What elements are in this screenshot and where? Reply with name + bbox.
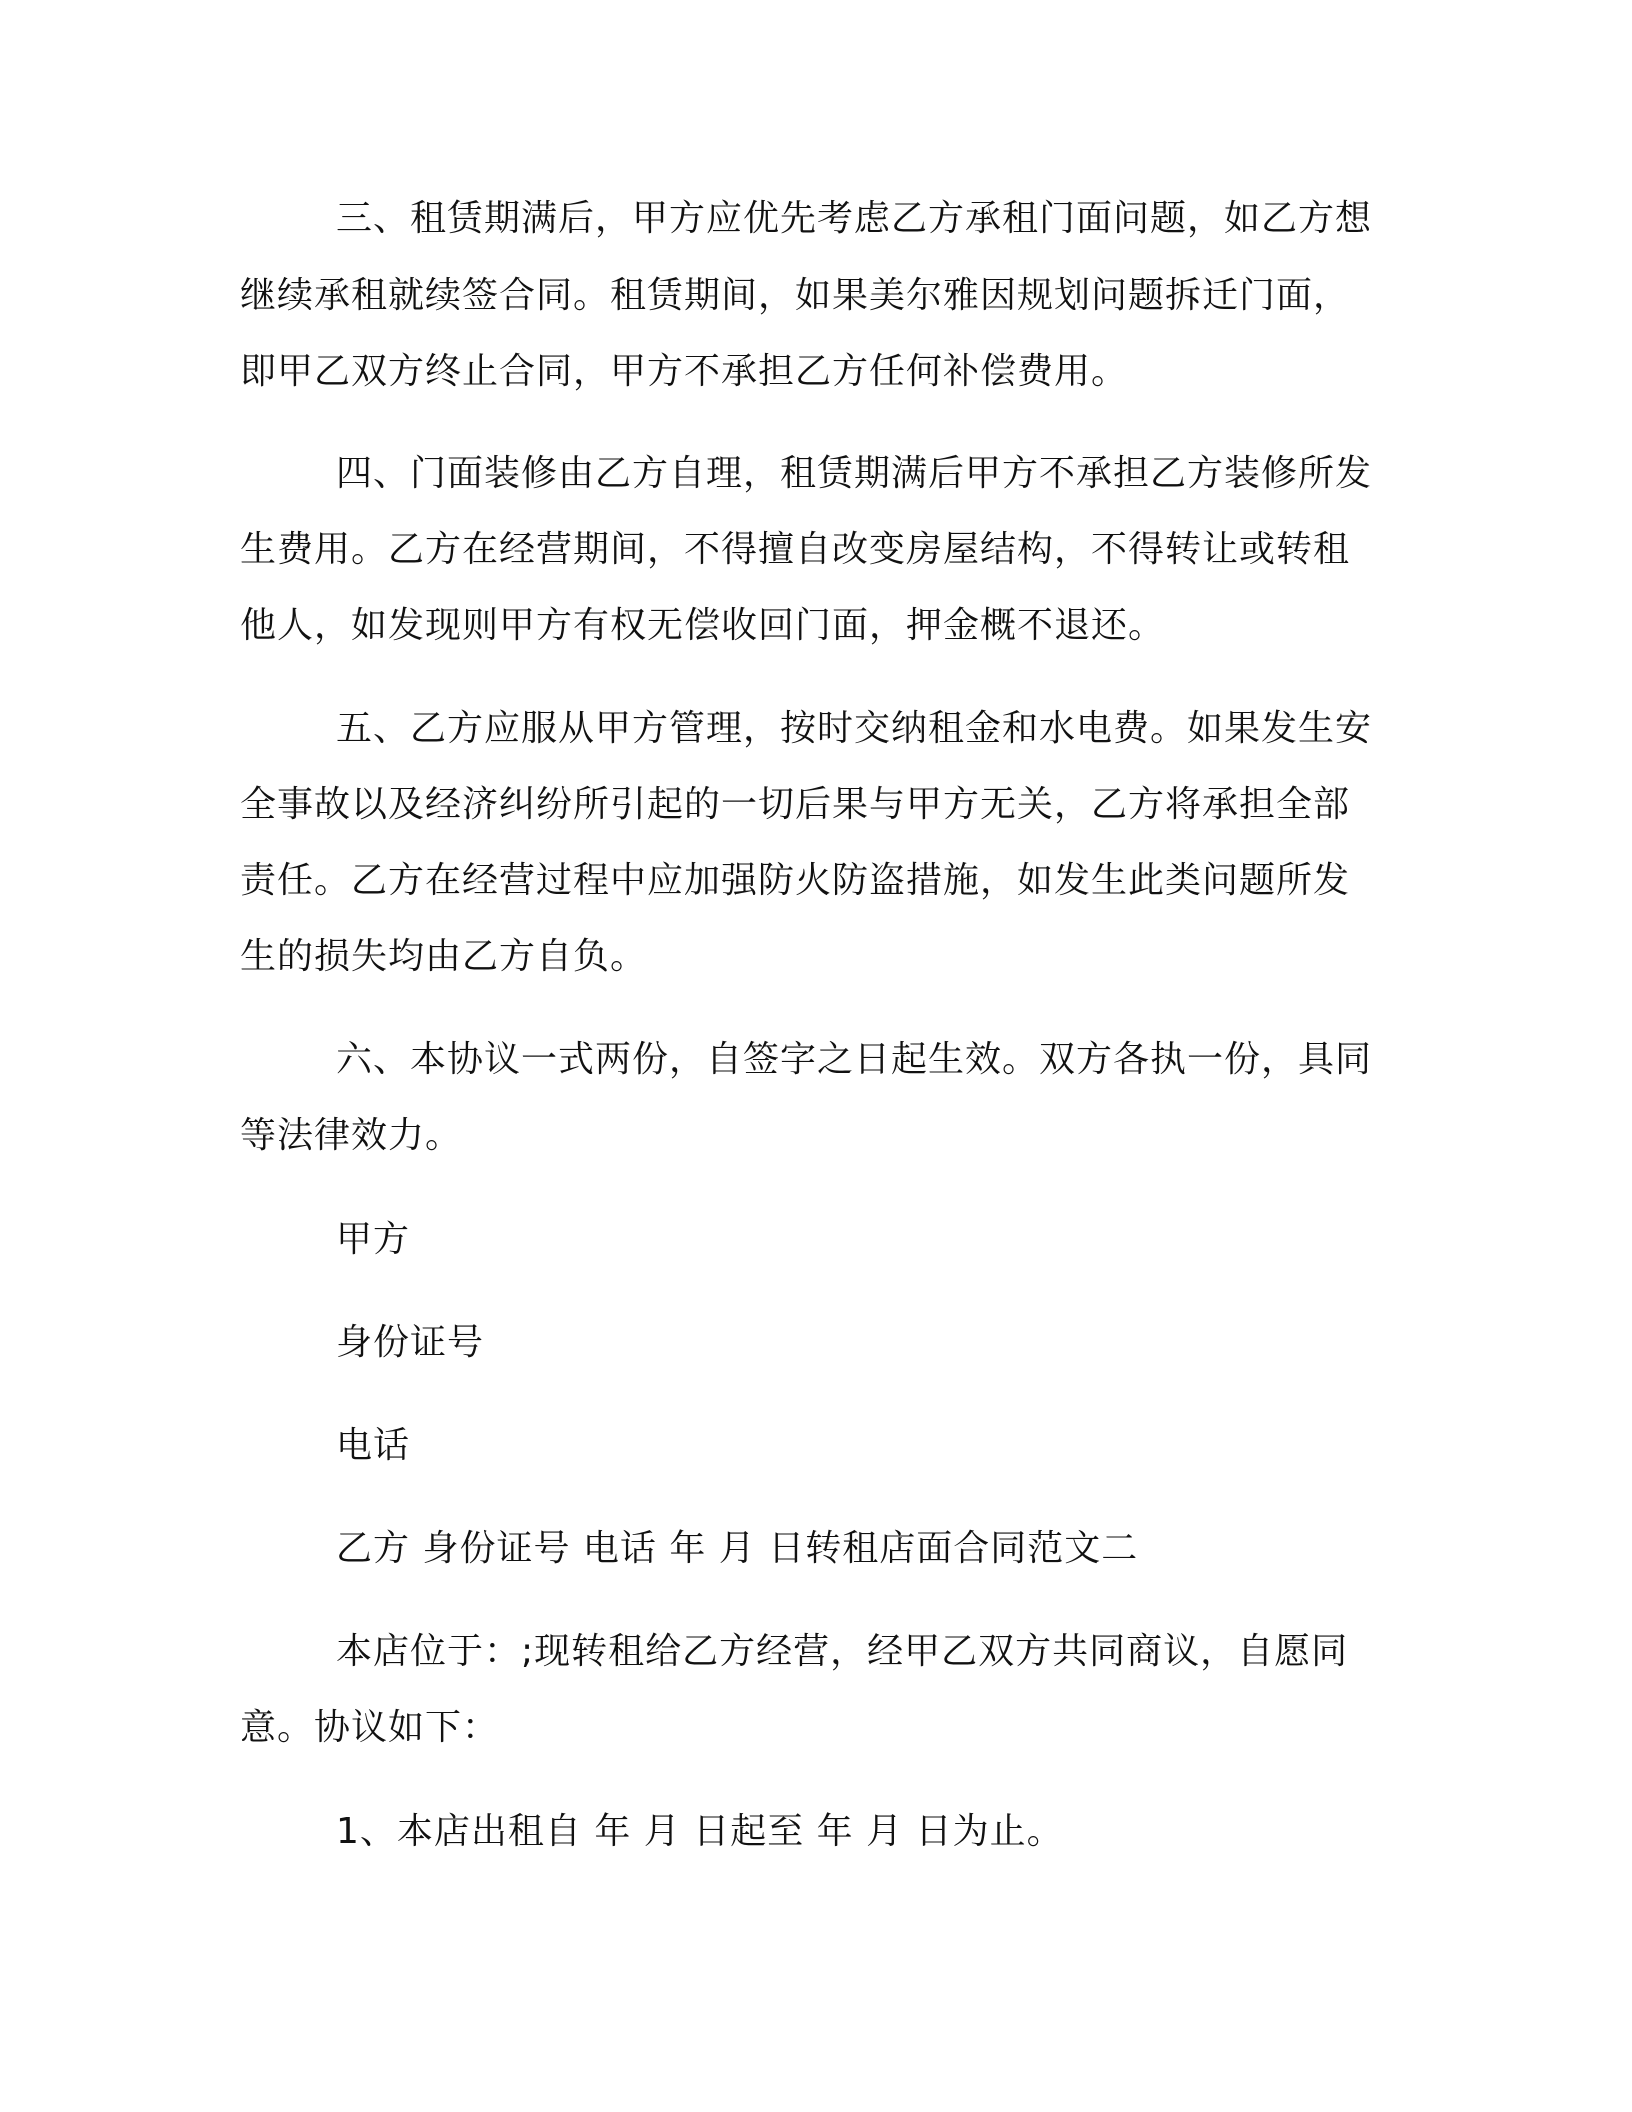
clause-3-line-3: 即甲乙双方终止合同，甲方不承担乙方任何补偿费用。 [240,351,1129,392]
store-location-line-2: 意。协议如下： [240,1707,500,1748]
clause-4-line-1: 四、门面装修由乙方自理，租赁期满后甲方不承担乙方装修所发 [336,453,1373,494]
clause-3-line-1: 三、租赁期满后，甲方应优先考虑乙方承租门面问题，如乙方想 [336,198,1373,239]
clause-5-line-3: 责任。乙方在经营过程中应加强防火防盗措施，如发生此类问题所发 [240,860,1351,901]
clause-6-line-2: 等法律效力。 [240,1115,463,1156]
party-b-signature-line: 乙方 身份证号 电话 年 月 日转租店面合同范文二 [336,1528,1139,1569]
clause-4-line-2: 生费用。乙方在经营期间，不得擅自改变房屋结构，不得转让或转租 [240,529,1351,570]
clause-5-line-4: 生的损失均由乙方自负。 [240,936,648,977]
clause-5-line-1: 五、乙方应服从甲方管理，按时交纳租金和水电费。如果发生安 [336,708,1373,749]
clause-4-line-3: 他人，如发现则甲方有权无偿收回门面，押金概不退还。 [240,605,1166,646]
term-clause-1: 1、本店出租自 年 月 日起至 年 月 日为止。 [336,1811,1064,1852]
party-a-phone-label: 电话 [336,1425,411,1466]
party-a-id-label: 身份证号 [336,1322,485,1363]
clause-6-line-1: 六、本协议一式两份，自签字之日起生效。双方各执一份，具同 [336,1039,1373,1080]
clause-5-line-2: 全事故以及经济纠纷所引起的一切后果与甲方无关，乙方将承担全部 [240,784,1351,825]
store-location-line-1: 本店位于：;现转租给乙方经营，经甲乙双方共同商议，自愿同 [336,1631,1349,1672]
clause-3-line-2: 继续承租就续签合同。租赁期间，如果美尔雅因规划问题拆迁门面， [240,275,1351,316]
party-a-label: 甲方 [336,1219,411,1260]
